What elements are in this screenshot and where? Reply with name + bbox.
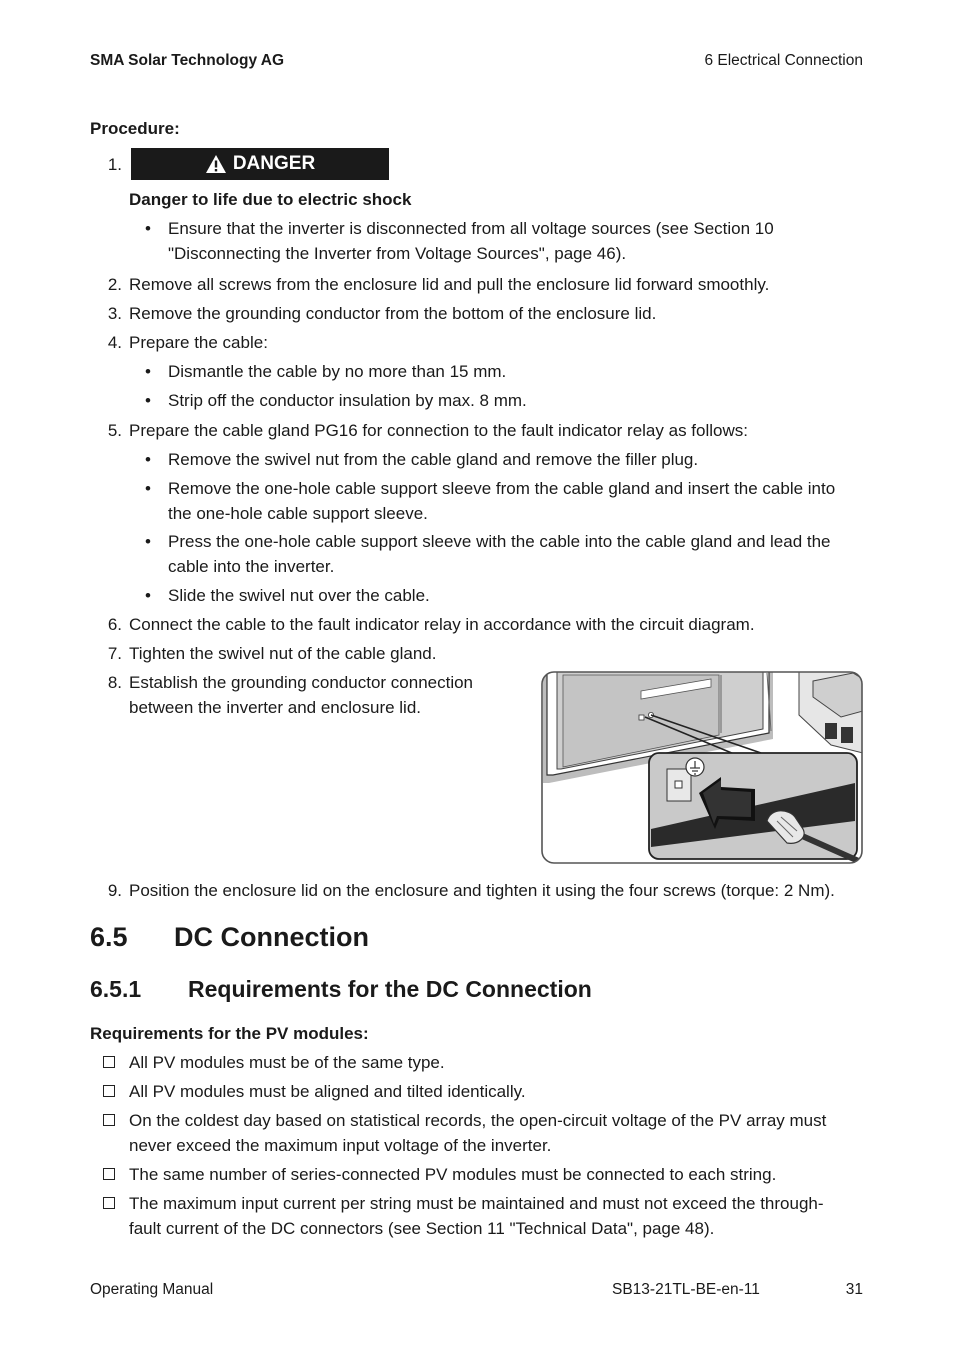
step-number-9: 9. <box>107 881 122 900</box>
bullet-dot: • <box>145 450 151 469</box>
footer-doc-id: SB13-21TL-BE-en-11 <box>612 1281 760 1298</box>
bullet-dot: • <box>145 532 151 551</box>
step-text-8-line2: between the inverter and enclosure lid. <box>129 698 422 717</box>
step5-bullet-1: Remove the swivel nut from the cable gland and remove the filler plug. <box>168 450 699 469</box>
procedure-heading: Procedure: <box>90 119 180 138</box>
requirement-2: All PV modules must be aligned and tilted identically. <box>129 1082 526 1101</box>
step5-bullet-2-line1: Remove the one-hole cable support sleeve from the cable gland and insert the cable into <box>168 479 836 498</box>
step-number-8: 8. <box>107 673 122 692</box>
header-company: SMA Solar Technology AG <box>90 52 285 69</box>
bullet-dot: • <box>145 586 151 605</box>
step-text-5: Prepare the cable gland PG16 for connection to the fault indicator relay as follows: <box>129 421 748 440</box>
danger-bullet-line2: "Disconnecting the Inverter from Voltage Sources", page 46). <box>168 244 627 263</box>
step5-bullet-3-line2: cable into the inverter. <box>168 557 335 576</box>
checkbox-icon <box>103 1056 115 1068</box>
subsection-title: Requirements for the DC Connection <box>188 976 592 1002</box>
step-text-2: Remove all screws from the enclosure lid and pull the enclosure lid forward smoothly. <box>129 275 770 294</box>
page-number: 31 <box>845 1281 863 1298</box>
step-number-6: 6. <box>107 615 122 634</box>
step5-bullet-4: Slide the swivel nut over the cable. <box>168 586 430 605</box>
requirement-4: The same number of series-connected PV modules must be connected to each string. <box>129 1165 777 1184</box>
bullet-dot: • <box>145 219 151 238</box>
danger-bullet-line1: Ensure that the inverter is disconnected from all voltage sources (see Section 10 <box>168 219 774 238</box>
step4-bullet-1: Dismantle the cable by no more than 15 mm. <box>168 362 507 381</box>
step-number-1: 1. <box>107 155 122 174</box>
checkbox-icon <box>103 1168 115 1180</box>
step-text-8-line1: Establish the grounding conductor connection <box>129 673 474 692</box>
step-number-3: 3. <box>107 304 122 323</box>
checkbox-icon <box>103 1197 115 1209</box>
step5-bullet-3-line1: Press the one-hole cable support sleeve with the cable into the cable gland and lead the <box>168 532 831 551</box>
subsection-number: 6.5.1 <box>90 976 142 1002</box>
footer-manual: Operating Manual <box>90 1281 214 1298</box>
step5-bullet-2-line2: the one-hole cable support sleeve. <box>168 504 428 523</box>
bullet-dot: • <box>145 391 151 410</box>
step-number-4: 4. <box>107 333 122 352</box>
step-number-5: 5. <box>107 421 122 440</box>
danger-banner <box>131 148 389 180</box>
grounding-connection-illustration <box>541 671 863 864</box>
requirement-3-line2: never exceed the maximum input voltage of the inverter. <box>129 1136 552 1155</box>
requirement-3-line1: On the coldest day based on statistical records, the open-circuit voltage of the PV array must <box>129 1111 827 1130</box>
checkbox-icon <box>103 1085 115 1097</box>
danger-label: DANGER <box>232 153 316 174</box>
requirements-heading: Requirements for the PV modules: <box>90 1024 369 1043</box>
requirement-5-line2: fault current of the DC connectors (see Section 11 "Technical Data", page 48). <box>129 1219 715 1238</box>
step4-bullet-2: Strip off the conductor insulation by max. 8 mm. <box>168 391 527 410</box>
step-text-9: Position the enclosure lid on the enclosure and tighten it using the four screws (torque: 2 Nm). <box>129 881 835 900</box>
step-text-7: Tighten the swivel nut of the cable gland. <box>129 644 437 663</box>
checkbox-icon <box>103 1114 115 1126</box>
step-text-6: Connect the cable to the fault indicator relay in accordance with the circuit diagram. <box>129 615 755 634</box>
header-chapter: 6 Electrical Connection <box>704 52 863 69</box>
step-number-7: 7. <box>107 644 122 663</box>
section-title: DC Connection <box>174 922 369 952</box>
danger-title: Danger to life due to electric shock <box>129 190 412 209</box>
requirement-5-line1: The maximum input current per string must be maintained and must not exceed the through- <box>129 1194 824 1213</box>
step-text-3: Remove the grounding conductor from the bottom of the enclosure lid. <box>129 304 657 323</box>
bullet-dot: • <box>145 479 151 498</box>
section-number: 6.5 <box>90 922 128 952</box>
step-number-2: 2. <box>107 275 122 294</box>
bullet-dot: • <box>145 362 151 381</box>
warning-triangle-icon <box>205 154 227 174</box>
requirement-1: All PV modules must be of the same type. <box>129 1053 445 1072</box>
step-text-4: Prepare the cable: <box>129 333 268 352</box>
